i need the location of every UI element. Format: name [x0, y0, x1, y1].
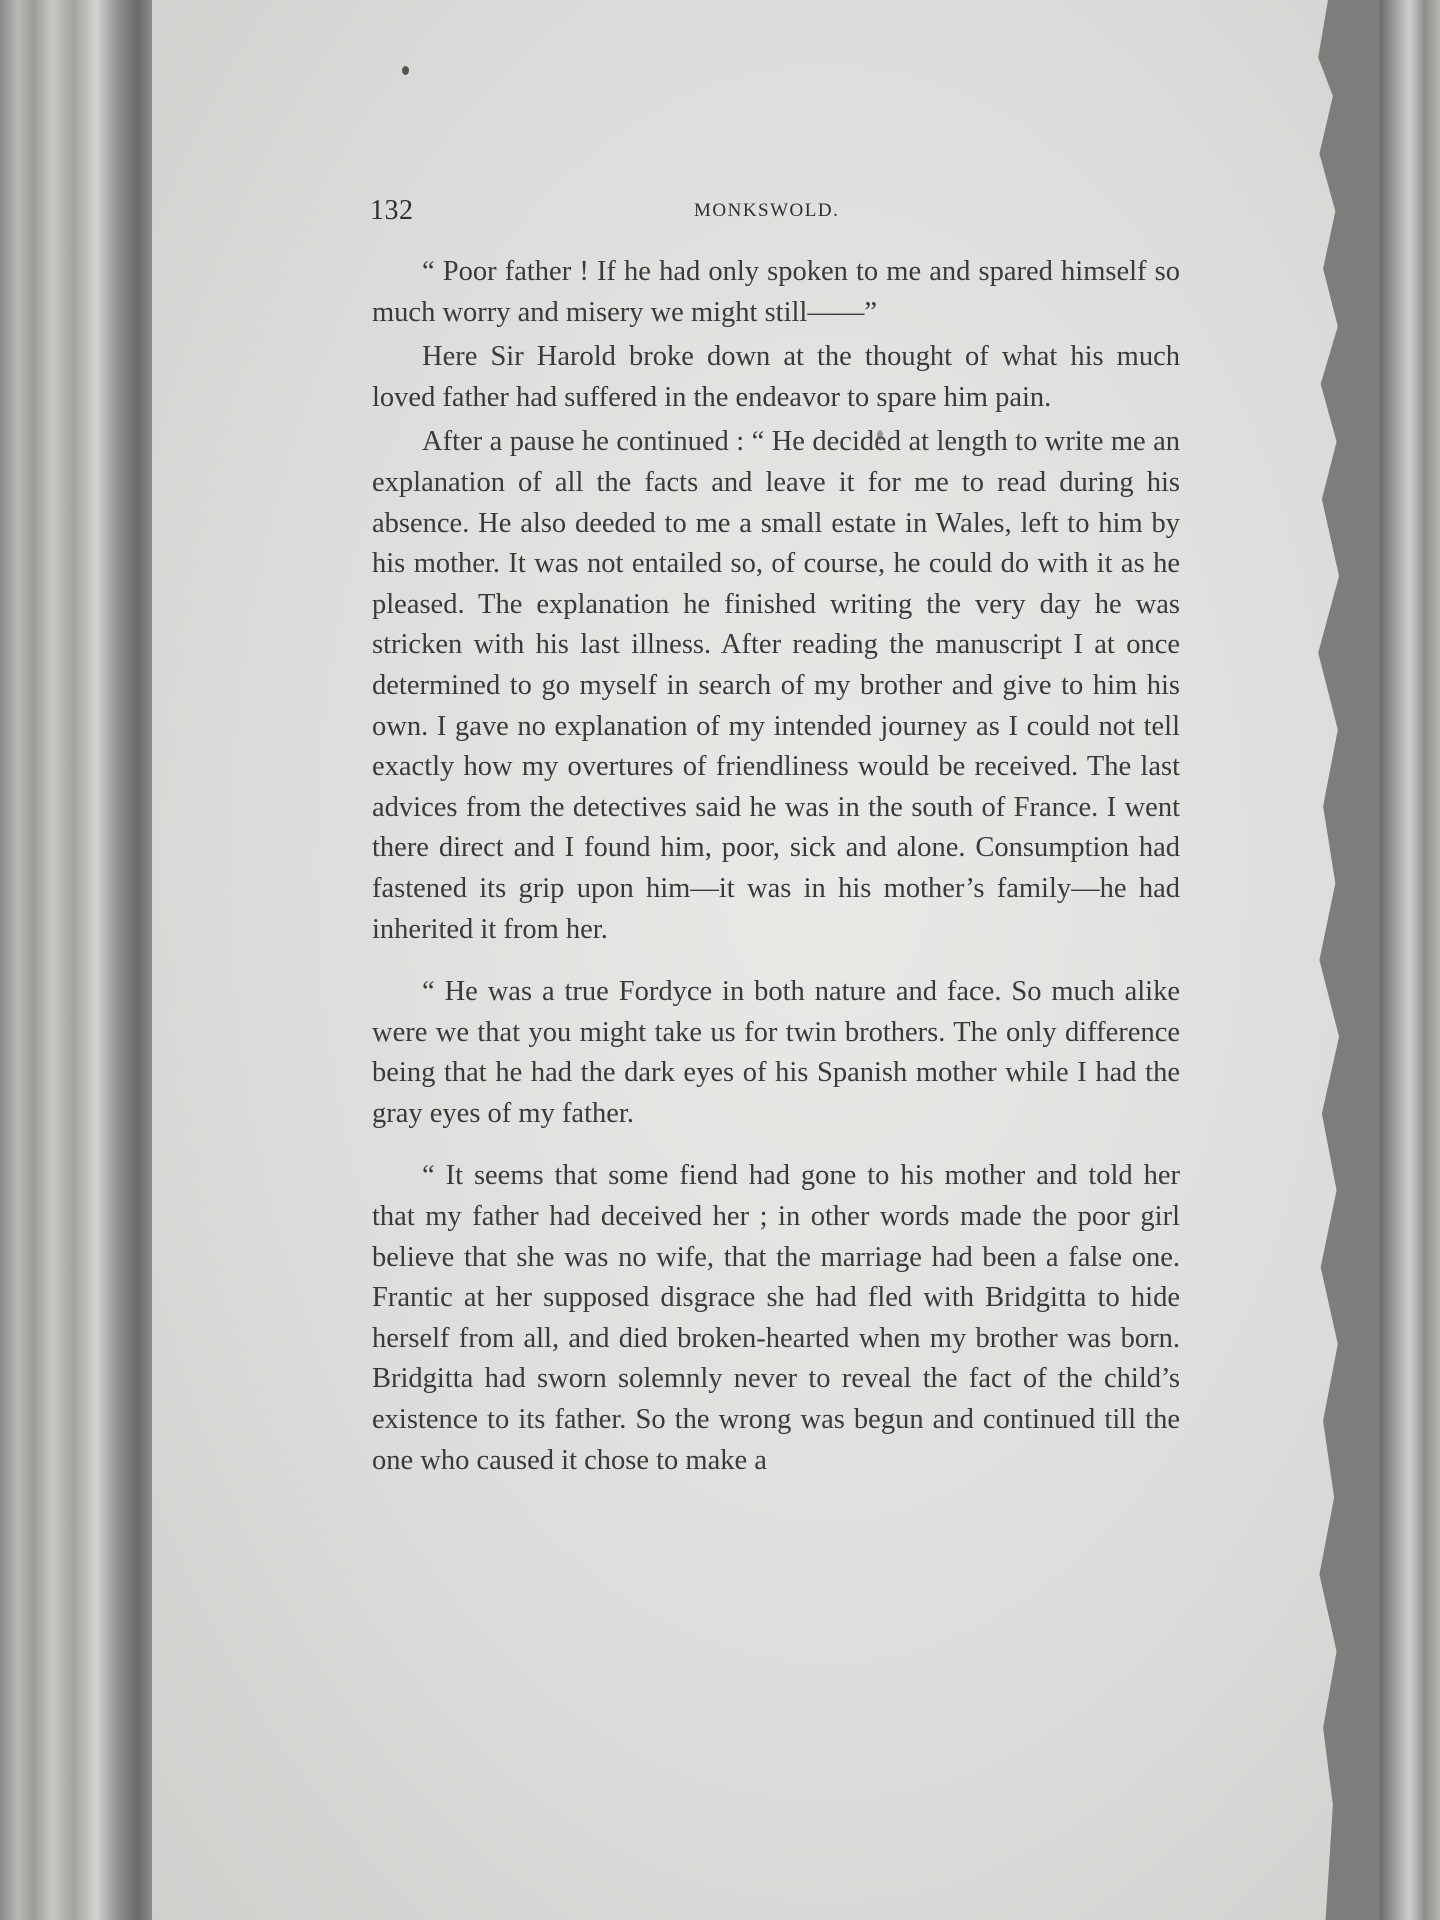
- ink-speck: [402, 66, 409, 75]
- paragraph-3: After a pause he continued : “ He decided at length to write me an explanation of all the facts and leave it for me to read during his absence. He also deeded to me a small estate in Wales, left to him by his mother. It was not entailed so, of course, he could do with it as he pleased. The explanation he finished writing the very day he was stricken with his last illness. After reading the manuscript I at once determined to go myself in search of my brother and give to him his own. I gave no explanation of my intended journey as I could not tell exactly how my overtures of friendliness would be received. The last advices from the detectives said he was in the south of France. I went there direct and I found him, poor, sick and alone. Consumption had fastened its grip upon him—it was in his mother’s family—he had inherited it from her.: [372, 426, 1180, 945]
- paragraph-5: “ It seems that some fiend had gone to his mother and told her that my father had deceived her ; in other words made the poor girl believe that she was no wife, that the marriage had been a false one. Frantic at her supposed disgrace she had fled with Bridgitta to hide herself from all, and died broken-hearted when my brother was born. Bridgitta had sworn solemnly never to reveal the fact of the child’s existence to its father. So the wrong was begun and continued till the one who caused it chose to make a: [372, 1160, 1180, 1476]
- running-head: [370, 195, 1190, 235]
- paragraph-4: “ He was a true Fordyce in both nature and face. So much alike were we that you might take us for twin brothers. The only difference being that he had the dark eyes of his Spanish mother while I had the gray eyes of my father.: [372, 976, 1180, 1129]
- book-binding-edge: [0, 0, 160, 1920]
- paragraph-2: Here Sir Harold broke down at the thought of what his much loved father had suffered in the endeavor to spare him pain.: [372, 341, 1180, 413]
- scanner-edge: [1380, 0, 1440, 1920]
- body-text: [372, 252, 1180, 1481]
- page-number: 132: [370, 195, 414, 226]
- paragraph-1: “ Poor father ! If he had only spoken to me and spared himself so much worry and misery we might still——”: [372, 256, 1180, 328]
- running-title: MONKSWOLD.: [694, 200, 840, 221]
